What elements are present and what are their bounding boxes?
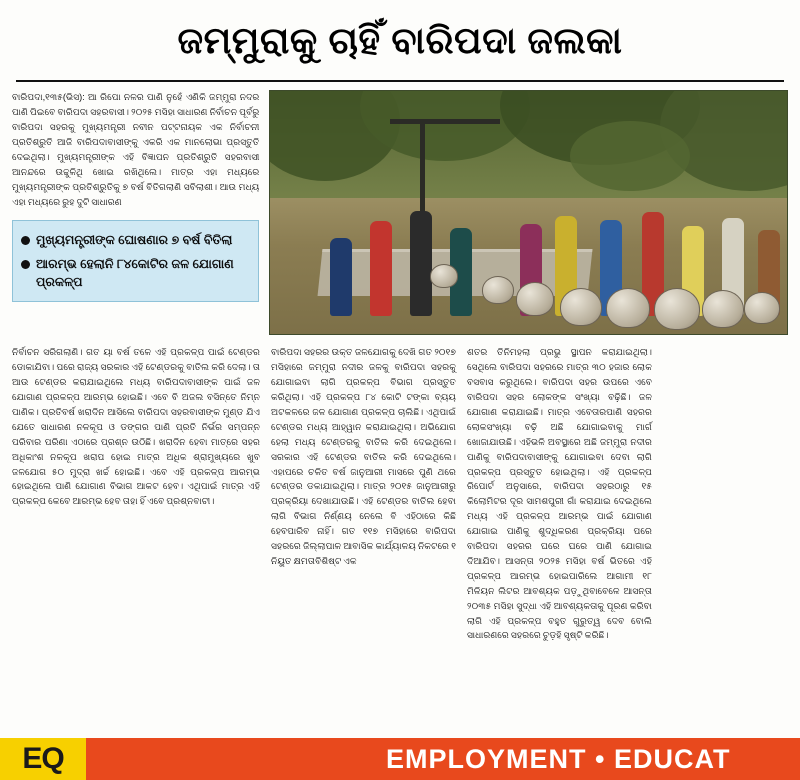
photo-water-pot [430, 264, 458, 288]
banner-logo: EQ [0, 738, 86, 780]
photo-water-pot [744, 292, 780, 324]
photo-beam [390, 119, 500, 124]
lead-paragraph: ବାରିପଦା,୧୩୫(ଭିସ): ଆ ରିପୋ ନଳର ପାଣି ନୁହେଁ ଏଣିକି ଜମ୍ମୁରା ନଦର ପାଣି ପିଇବେ ବାରିପଦା ସହରବାସୀ। ୨୦୨୫ ମସିହା ସାଧାରଣ ନିର୍ବାଚନ ପୂର୍ବରୁ ବାରିପଦା ସହରକୁ ମୁଖ୍ୟମନ୍ତ୍ରୀ ନବୀନ ପଟ୍ଟନାୟକ ଏକ ନିର୍ବାଚନୀ ପ୍ରତିଶ୍ରୁତି ଆଜି ବାରିପଦାବାସୀଙ୍କୁ ଏକରି ଏକ ମାନଲୋଭା ପ୍ରସ୍ତୁତି ଦେଇଥିଲା। ମୁଖ୍ୟମନ୍ତ୍ରୀଙ୍କ ଏହି ବିଜ୍ଞାପନ ପ୍ରତିଶ୍ରୁତି ସହରବାସୀ ଆନନ୍ଦରେ ଉଚ୍ଚୁଳିଥି ଖୋଇ ରଖିଥିଲେ। ମାତ୍ର ଏହା ମଧ୍ୟରେ ମୁଖ୍ୟମନ୍ତ୍ରୀଙ୍କ ପ୍ରତିଶ୍ରୁତିକୁ ୭ ବର୍ଷ ବିତିଗଲାଣି ସବିଲାଶୀ। ଆଉ ମଧ୍ୟ ଏହା ମଧ୍ୟରେ ରୁହ ଦୁଟି ସାଧାରଣ [12, 92, 260, 207]
highlight-bullet-2 [21, 255, 248, 291]
photo-water-pot [516, 282, 554, 316]
photo-person [410, 211, 432, 316]
column-3 [467, 345, 652, 643]
column-2 [271, 345, 456, 643]
photo-person [330, 238, 352, 316]
banner-headline: EMPLOYMENT • EDUCAT [386, 743, 731, 774]
photo-water-pot [702, 290, 744, 328]
column-3-text: ଶତର ତିନିମହଲା ପ୍ରଭୁ ସ୍ଥାପନ କରାଯାଇଥିଲା। ସେଥିଲେ ବାରିପଦା ସହରରେ ମାତ୍ର ୩୦ ହଜାର ଲୋକ ବସବାସ କରୁଥିଲେ। ବାରିପଦା ସହର ଉପରେ ଏବେ ବାରିପଦା ସହର ଲୋକଙ୍କ ସଂଖ୍ୟା ବଢ଼ିଛି। ଜଳ ଯୋଗାଣ କରାଯାଇଛି। ମାତ୍ର ଏବେତାରପାଣି ସହରର ଲୋକସଂଖ୍ୟା ବଢ଼ି ଅଛି ଯୋଗାଇବାକୁ ମାର୍ଗ ଖୋଜାଯାଉଛି। ଏହିଭଳି ଅବସ୍ଥାରେ ଅଛି ଜମ୍ମୁରା ନଦୀର ପାଣିକୁ ବାରିପଦାବାସୀଙ୍କୁ ଯୋଗାଇବା ଦେବା ଲାଗି ପ୍ରକଳ୍ପ ପ୍ରସ୍ତୁତ ହୋଇଥିଲା। ଏହି ପ୍ରକଳ୍ପ ରିପୋର୍ଟ ଅନୁସାରେ, ବାରିପଦା ସହରଠାରୁ ୧୫ କିଲୋମିଟର ଦୂର ସାମଶପୁରୀ ଗାଁ କରାଯାଇ ଦେଇଥିଲେ ମଧ୍ୟ ଏହି ପ୍ରକଳ୍ପ ଆରମ୍ଭ ପାଇଁ ଯୋଗାଣ ଯୋଗାଇ ପାଣିକୁ ଶୁଦ୍ଧିକରଣ ପ୍ରକ୍ରିୟା ପରେ ବାରିପଦା ସହରର ଘରେ ଘରେ ପାଣି ଯୋଗାଇ ଦିଆଯିବ। ଆସନ୍ତା ୨୦୨୫ ମସିହା ବର୍ଷ ଭିତରେ ଏହି ପ୍ରକଳ୍ପ ଆରମ୍ଭ ହୋଇପାରିଲେ ଆଗାମୀ ୧୮ ମିଳିୟନ ଲିଟର ଆବଶ୍ୟକ ପଡ଼ୁଥିବାବେଳେ ଆସନ୍ତା ୨୦୩୫ ମସିହା ସୁଦ୍ଧା ଏହି ଆବଶ୍ୟକତାକୁ ପୂରଣ କରିବା ଲାଗି ଏହି ପ୍ରକଳ୍ପ ବହୁତ ଗୁରୁତ୍ୱ ଦେବ ବୋଲି ସାଧାରଣରେ ସହରରେ ଚୁଡ଼ହି ସୃଷ୍ଟି କରିଛି। [467, 347, 652, 641]
column-1 [12, 345, 260, 643]
highlight-bullet-1 [21, 231, 248, 249]
photo-foliage [570, 121, 690, 191]
top-section [12, 90, 788, 335]
bullet-dot-icon [21, 260, 30, 269]
highlight-bullet-1-label: ମୁଖ୍ୟମନ୍ତ୍ରୀଙ୍କ ଘୋଷଣାର ୭ ବର୍ଷ ବିତିଲା [36, 232, 233, 247]
bottom-advert-banner[interactable] [0, 738, 800, 780]
photo-water-pot [482, 276, 514, 304]
photo-water-pot [560, 288, 602, 326]
column-2-text: ବାରିପଦା ସହରର ଉକ୍ତ ଜଳଯୋଗକୁ ଦେଖି ଗତ ୨୦୧୭ ମସିହାରେ ଜମ୍ମୁରା ନଦୀର ଜଳକୁ ବାରିପଦା ସହରକୁ ଯୋଗାଇବା ଲାଗି ପ୍ରକଳ୍ପ ବିଭାଗ ପ୍ରସ୍ତୁତ କରିଥିଲା। ଏହି ପ୍ରକଳ୍ପ ୮୪ କୋଟି ଟଙ୍କା ବ୍ୟୟ ଅଟକଳରେ ଜଳ ଯୋଗାଣ ପ୍ରକଳ୍ପ ଚାଲିଛି। ଏଥିପାଇଁ ଟେଣ୍ଡର ମଧ୍ୟ ଆହ୍ୱାନ କରାଯାଇଥିଲା। ଅଭିଯୋଗ ହେଲା ମଧ୍ୟ ଟେଣ୍ଡରକୁ ବାତିଲ କରି ଦେଇଥିଲେ। ସରକାର ଏହି ଟେଣ୍ଡର ବାତିଲ କରି ଦେଇଥିଲେ। ଏହାପରେ ଚଳିତ ବର୍ଷ ଜାନୁଆରୀ ମାସରେ ପୁଣି ଥରେ ଟେଣ୍ଡର ଡକାଯାଇଥିଲା। ମାତ୍ର ୨୦୧୫ ଜାନୁଆରୀରୁ ପ୍ରକ୍ରିୟା ଦେଖାଯାଉଛି। ଏହି ଟେଣ୍ଡର ବାତିଲ ହେବା ଲାଗି ବିଭାଗ ନିର୍ଣ୍ଣୟ ନେଲେ ବି ଏହିଠାରେ କିଛି ହେବପାରିବ ନାହିଁ। ଗତ ୧୧୭ ମସିହାରେ ବାରିପଦା ସହରରେ ଜିଲ୍ଲାପାଳ ଆବାସିକ କାର୍ଯ୍ୟାଳୟ ନିକଟରେ ୧ ନିୟୁତ କ୍ଷମତାବିଶିଷ୍ଟ ଏକ [271, 347, 456, 566]
bullet-dot-icon [21, 236, 30, 245]
highlight-bullet-2-label: ଆରମ୍ଭ ହେଲାନି ୮୪କୋଟିର ଜଳ ଯୋଗାଣ ପ୍ରକଳ୍ପ [36, 256, 234, 289]
photo-water-pot [654, 288, 700, 330]
village-water-collection-photo [269, 90, 788, 335]
column-1-text: ନିର୍ବାଚନ ସରିଗଲାଣି। ଗତ ୟା ବର୍ଷ ତଳେ ଏହି ପ୍ରକଳ୍ପ ପାଇଁ ଟେଣ୍ଡର ଡୋକାଯିବା। ପରେ ରାଜ୍ୟ ସରକାର ଏହି ଟେଣ୍ଡରକୁ ବାତିଲ କରି ଦେଲା। ତା ଆଉ ଟେଣ୍ଡର କରାଯାଇଥିଲେ ମଧ୍ୟ ବାରିପଦାବାସୀଙ୍କ ପାଇଁ ଜଳ ଯୋଗାଣ ପ୍ରକଳ୍ପ ଆରମ୍ଭ ହୋଇଛି। ଏବେ ବି ଅଜଲ ବସିନ୍ତେ ନିମ୍ନ ପାଣିକ। ପ୍ରତିବର୍ଷ ଖରାଦିନ ଆସିଲେ ବାରିପଦା ସହରବାସୀଙ୍କ ମୁଣ୍ଡ ଯିଏ ଯେତେ ସାଧାରଣ ନଳକୂପ ଓ ଡଙ୍ଗର ପାଣି ପ୍ରତି ନିର୍ଭର ସମ୍ପନ୍ନ ପରିବାର ପରିଣା ଏଠାରେ ପ୍ରଶ୍ନ ଉଠିଛି। ଖରାଦିନ ହେବା ମାତ୍ରେ ସହର ଅଧିକାଂଶ ନଳକୂପ ଖରାପ ହୋଇ ମାତ୍ର ଅଧିକ ଶ୍ରାମୁଖ୍ୟରେ ଖୁବ ଜଳଯୋଗ ୫୦ ମୁଦ୍ରା ଖର୍ଚ୍ଚ ହୋଇଛି। ଏବେ ଏହି ପ୍ରକଳ୍ପ ଆରମ୍ଭ ହୋଇଥିଲେ ପାଣି ଯୋଗାଣ ବିଭାଗ ଆକଟ ହେବ। ଏଥିପାଇଁ ମାତ୍ର ଏହି ପ୍ରକଳ୍ପ କେବେ ଆରମ୍ଭ ହେବ ତାହା ହିଁ ଏବେ ପ୍ରଶ୍ନବାଚୀ। [12, 347, 260, 507]
lower-columns [12, 345, 788, 643]
photo-water-pot [606, 288, 650, 328]
highlight-box [12, 220, 259, 302]
page-headline: ଜମ୍ମୁରାକୁ ଚାହିଁ ବାରିପଦା ଜଲକା [177, 20, 623, 61]
photo-person [370, 221, 392, 316]
headline-rule [16, 80, 784, 82]
lead-column [12, 90, 259, 302]
